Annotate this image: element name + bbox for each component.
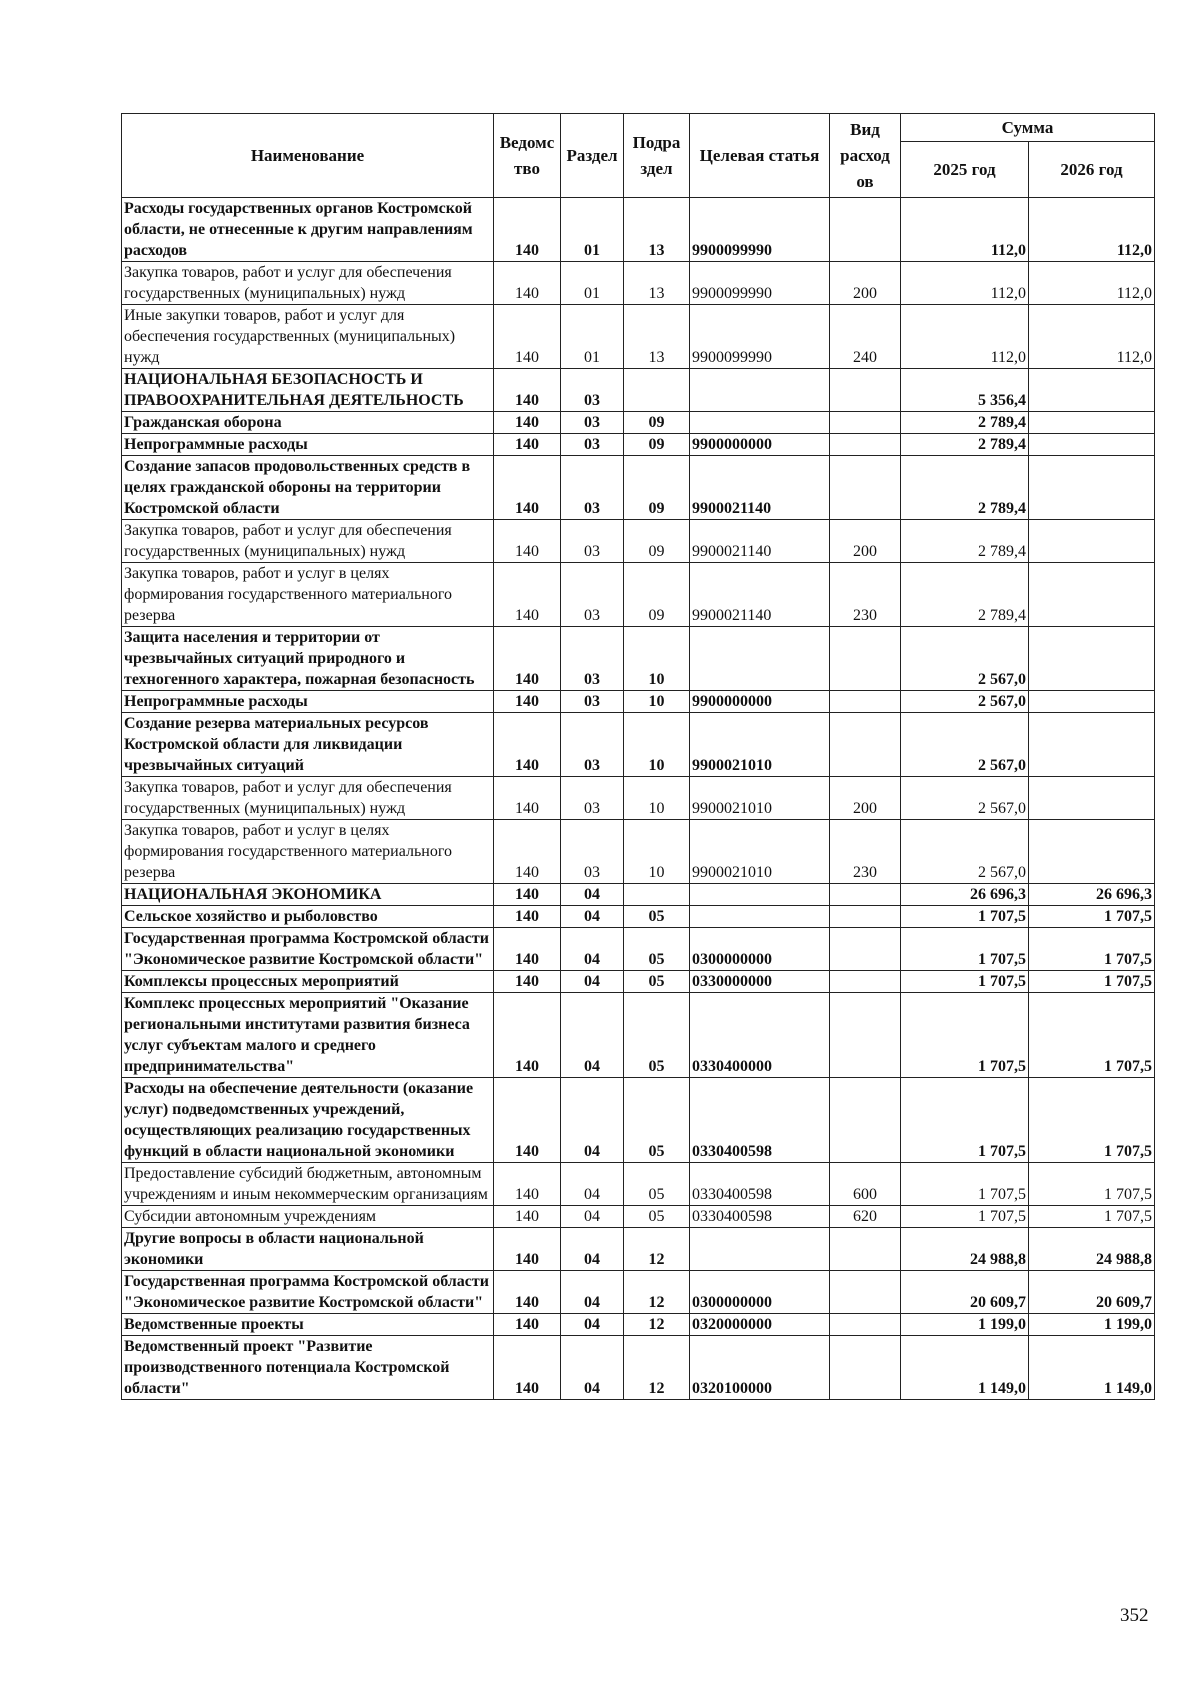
cell-dept: 140	[494, 198, 561, 262]
cell-y2026: 1 707,5	[1029, 993, 1155, 1078]
cell-y2025: 5 356,4	[901, 369, 1029, 412]
cell-subsection: 05	[624, 906, 690, 928]
cell-y2026: 1 707,5	[1029, 1206, 1155, 1228]
cell-exptype: 200	[830, 777, 901, 820]
cell-name: Защита населения и территории от чрезвычайных ситуаций природного и техногенного характера, пожарная безопасность	[122, 627, 494, 691]
cell-dept: 140	[494, 1314, 561, 1336]
table-row	[122, 713, 1155, 777]
table-row	[122, 884, 1155, 906]
cell-subsection: 10	[624, 627, 690, 691]
cell-dept: 140	[494, 412, 561, 434]
cell-exptype	[830, 928, 901, 971]
cell-article: 0320100000	[690, 1336, 830, 1400]
cell-dept: 140	[494, 1206, 561, 1228]
cell-exptype	[830, 713, 901, 777]
cell-y2025: 26 696,3	[901, 884, 1029, 906]
cell-name: Субсидии автономным учреждениям	[122, 1206, 494, 1228]
cell-article: 0330400598	[690, 1163, 830, 1206]
cell-section: 04	[561, 1314, 624, 1336]
cell-exptype	[830, 691, 901, 713]
cell-subsection: 10	[624, 713, 690, 777]
table-row	[122, 1336, 1155, 1400]
cell-article: 0330400000	[690, 993, 830, 1078]
cell-y2025: 1 707,5	[901, 1163, 1029, 1206]
table-row	[122, 262, 1155, 305]
cell-y2025: 2 567,0	[901, 820, 1029, 884]
cell-section: 03	[561, 713, 624, 777]
cell-article: 0330400598	[690, 1206, 830, 1228]
cell-exptype: 200	[830, 520, 901, 563]
cell-article: 9900000000	[690, 691, 830, 713]
cell-article: 0300000000	[690, 928, 830, 971]
cell-section: 01	[561, 198, 624, 262]
cell-y2026	[1029, 412, 1155, 434]
cell-y2026: 20 609,7	[1029, 1271, 1155, 1314]
table-row	[122, 1078, 1155, 1163]
cell-dept: 140	[494, 1163, 561, 1206]
cell-y2025: 2 789,4	[901, 563, 1029, 627]
table-row	[122, 412, 1155, 434]
cell-article	[690, 627, 830, 691]
cell-article: 0330400598	[690, 1078, 830, 1163]
cell-name: Предоставление субсидий бюджетным, автономным учреждениям и иным некоммерческим организациям	[122, 1163, 494, 1206]
cell-subsection	[624, 369, 690, 412]
cell-dept: 140	[494, 627, 561, 691]
cell-dept: 140	[494, 262, 561, 305]
cell-exptype	[830, 456, 901, 520]
header-article: Целевая статья	[690, 114, 830, 198]
cell-y2026: 1 707,5	[1029, 906, 1155, 928]
cell-y2026: 1 707,5	[1029, 1163, 1155, 1206]
cell-section: 04	[561, 928, 624, 971]
cell-article: 0330000000	[690, 971, 830, 993]
cell-name: Комплексы процессных мероприятий	[122, 971, 494, 993]
cell-dept: 140	[494, 456, 561, 520]
cell-y2025: 112,0	[901, 305, 1029, 369]
table-row	[122, 1228, 1155, 1271]
cell-name: Расходы на обеспечение деятельности (оказание услуг) подведомственных учреждений, осуществляющих реализацию государственных функций в области национальной экономики	[122, 1078, 494, 1163]
cell-subsection: 05	[624, 993, 690, 1078]
table-row	[122, 305, 1155, 369]
cell-subsection: 10	[624, 820, 690, 884]
cell-article: 9900021010	[690, 820, 830, 884]
cell-dept: 140	[494, 777, 561, 820]
cell-dept: 140	[494, 1078, 561, 1163]
cell-y2025: 2 789,4	[901, 434, 1029, 456]
cell-y2026	[1029, 563, 1155, 627]
cell-dept: 140	[494, 434, 561, 456]
cell-dept: 140	[494, 928, 561, 971]
cell-dept: 140	[494, 906, 561, 928]
cell-y2025: 24 988,8	[901, 1228, 1029, 1271]
cell-subsection	[624, 884, 690, 906]
cell-name: Другие вопросы в области национальной экономики	[122, 1228, 494, 1271]
cell-article: 9900099990	[690, 198, 830, 262]
cell-y2025: 2 789,4	[901, 456, 1029, 520]
cell-subsection: 12	[624, 1271, 690, 1314]
table-row	[122, 627, 1155, 691]
cell-y2025: 112,0	[901, 262, 1029, 305]
cell-y2026	[1029, 456, 1155, 520]
cell-exptype	[830, 906, 901, 928]
cell-y2026: 1 149,0	[1029, 1336, 1155, 1400]
cell-y2026	[1029, 520, 1155, 563]
cell-y2026: 1 707,5	[1029, 1078, 1155, 1163]
cell-name: Закупка товаров, работ и услуг для обеспечения государственных (муниципальных) нужд	[122, 520, 494, 563]
budget-table	[121, 113, 1155, 1400]
cell-name: Сельское хозяйство и рыболовство	[122, 906, 494, 928]
cell-exptype: 200	[830, 262, 901, 305]
table-row	[122, 369, 1155, 412]
cell-exptype	[830, 1228, 901, 1271]
table-row	[122, 928, 1155, 971]
cell-y2026: 1 199,0	[1029, 1314, 1155, 1336]
cell-exptype: 230	[830, 820, 901, 884]
cell-name: Закупка товаров, работ и услуг в целях формирования государственного материального резерва	[122, 820, 494, 884]
header-exptype: Вид расход ов	[830, 114, 901, 198]
cell-section: 01	[561, 305, 624, 369]
table-row	[122, 820, 1155, 884]
header-dept: Ведомс тво	[494, 114, 561, 198]
cell-y2026	[1029, 627, 1155, 691]
cell-exptype	[830, 1314, 901, 1336]
cell-name: Ведомственные проекты	[122, 1314, 494, 1336]
cell-section: 03	[561, 820, 624, 884]
cell-dept: 140	[494, 820, 561, 884]
cell-name: Создание резерва материальных ресурсов Костромской области для ликвидации чрезвычайных ситуаций	[122, 713, 494, 777]
cell-name: Комплекс процессных мероприятий "Оказание региональными институтами развития бизнеса услуг субъектам малого и среднего предпринимательства"	[122, 993, 494, 1078]
cell-y2026: 26 696,3	[1029, 884, 1155, 906]
cell-exptype	[830, 627, 901, 691]
cell-exptype	[830, 434, 901, 456]
table-row	[122, 198, 1155, 262]
cell-subsection: 10	[624, 777, 690, 820]
cell-article: 9900021010	[690, 713, 830, 777]
cell-section: 04	[561, 1336, 624, 1400]
header-subsection: Подра здел	[624, 114, 690, 198]
cell-exptype	[830, 369, 901, 412]
cell-subsection: 09	[624, 434, 690, 456]
cell-article: 9900099990	[690, 262, 830, 305]
cell-article: 0300000000	[690, 1271, 830, 1314]
cell-exptype	[830, 1336, 901, 1400]
cell-y2026	[1029, 691, 1155, 713]
header-2025: 2025 год	[901, 142, 1029, 198]
cell-dept: 140	[494, 1271, 561, 1314]
cell-dept: 140	[494, 884, 561, 906]
cell-section: 04	[561, 1206, 624, 1228]
cell-name: Непрограммные расходы	[122, 691, 494, 713]
header-sum: Сумма	[901, 114, 1155, 142]
cell-name: Непрограммные расходы	[122, 434, 494, 456]
cell-dept: 140	[494, 563, 561, 627]
cell-subsection: 12	[624, 1336, 690, 1400]
cell-exptype	[830, 884, 901, 906]
cell-article	[690, 369, 830, 412]
cell-exptype	[830, 993, 901, 1078]
cell-y2025: 2 789,4	[901, 520, 1029, 563]
cell-article: 0320000000	[690, 1314, 830, 1336]
cell-exptype	[830, 198, 901, 262]
cell-name: Государственная программа Костромской области "Экономическое развитие Костромской области"	[122, 1271, 494, 1314]
cell-y2026: 112,0	[1029, 198, 1155, 262]
cell-name: Иные закупки товаров, работ и услуг для обеспечения государственных (муниципальных) нужд	[122, 305, 494, 369]
cell-article	[690, 1228, 830, 1271]
cell-section: 04	[561, 884, 624, 906]
cell-section: 03	[561, 412, 624, 434]
cell-section: 04	[561, 971, 624, 993]
cell-subsection: 12	[624, 1314, 690, 1336]
table-row	[122, 434, 1155, 456]
cell-section: 01	[561, 262, 624, 305]
cell-article: 9900000000	[690, 434, 830, 456]
cell-article	[690, 884, 830, 906]
cell-name: Закупка товаров, работ и услуг в целях формирования государственного материального резерва	[122, 563, 494, 627]
cell-exptype	[830, 1271, 901, 1314]
cell-y2026: 1 707,5	[1029, 928, 1155, 971]
cell-section: 03	[561, 563, 624, 627]
cell-subsection: 05	[624, 1078, 690, 1163]
cell-subsection: 05	[624, 971, 690, 993]
cell-name: Гражданская оборона	[122, 412, 494, 434]
cell-y2025: 1 707,5	[901, 906, 1029, 928]
table-row	[122, 971, 1155, 993]
table-row	[122, 520, 1155, 563]
cell-y2025: 1 149,0	[901, 1336, 1029, 1400]
table-row	[122, 456, 1155, 520]
cell-section: 04	[561, 1271, 624, 1314]
header-section: Раздел	[561, 114, 624, 198]
cell-subsection: 05	[624, 1163, 690, 1206]
cell-y2025: 2 567,0	[901, 777, 1029, 820]
cell-exptype	[830, 971, 901, 993]
cell-y2025: 1 199,0	[901, 1314, 1029, 1336]
table-row	[122, 1314, 1155, 1336]
cell-article: 9900021140	[690, 520, 830, 563]
cell-y2025: 1 707,5	[901, 993, 1029, 1078]
cell-exptype	[830, 1078, 901, 1163]
cell-y2025: 2 567,0	[901, 627, 1029, 691]
cell-name: Закупка товаров, работ и услуг для обеспечения государственных (муниципальных) нужд	[122, 777, 494, 820]
cell-exptype	[830, 412, 901, 434]
cell-y2025: 1 707,5	[901, 1206, 1029, 1228]
cell-exptype: 600	[830, 1163, 901, 1206]
cell-y2025: 2 567,0	[901, 691, 1029, 713]
header-2026: 2026 год	[1029, 142, 1155, 198]
cell-y2026	[1029, 820, 1155, 884]
cell-y2026: 112,0	[1029, 305, 1155, 369]
cell-section: 03	[561, 434, 624, 456]
cell-section: 03	[561, 627, 624, 691]
cell-y2026: 24 988,8	[1029, 1228, 1155, 1271]
table-row	[122, 563, 1155, 627]
cell-exptype: 230	[830, 563, 901, 627]
cell-section: 03	[561, 520, 624, 563]
table-row	[122, 1206, 1155, 1228]
table-row	[122, 1163, 1155, 1206]
cell-y2025: 20 609,7	[901, 1271, 1029, 1314]
cell-section: 04	[561, 993, 624, 1078]
cell-article: 9900021140	[690, 456, 830, 520]
cell-section: 04	[561, 1078, 624, 1163]
page-number: 352	[1120, 1605, 1149, 1626]
cell-dept: 140	[494, 713, 561, 777]
cell-name: НАЦИОНАЛЬНАЯ БЕЗОПАСНОСТЬ И ПРАВООХРАНИТЕЛЬНАЯ ДЕЯТЕЛЬНОСТЬ	[122, 369, 494, 412]
cell-dept: 140	[494, 971, 561, 993]
cell-section: 03	[561, 369, 624, 412]
table-row	[122, 777, 1155, 820]
cell-section: 03	[561, 777, 624, 820]
cell-name: Закупка товаров, работ и услуг для обеспечения государственных (муниципальных) нужд	[122, 262, 494, 305]
table-body	[122, 198, 1155, 1400]
cell-exptype: 620	[830, 1206, 901, 1228]
cell-article: 9900021010	[690, 777, 830, 820]
cell-dept: 140	[494, 520, 561, 563]
cell-name: Расходы государственных органов Костромской области, не отнесенные к другим направлениям расходов	[122, 198, 494, 262]
cell-article: 9900021140	[690, 563, 830, 627]
cell-y2026	[1029, 369, 1155, 412]
cell-y2026	[1029, 434, 1155, 456]
cell-subsection: 10	[624, 691, 690, 713]
cell-name: Ведомственный проект "Развитие производственного потенциала Костромской области"	[122, 1336, 494, 1400]
cell-dept: 140	[494, 691, 561, 713]
cell-y2025: 112,0	[901, 198, 1029, 262]
cell-subsection: 05	[624, 1206, 690, 1228]
cell-dept: 140	[494, 1228, 561, 1271]
cell-article	[690, 412, 830, 434]
cell-dept: 140	[494, 993, 561, 1078]
table-header	[122, 114, 1155, 198]
cell-y2026: 1 707,5	[1029, 971, 1155, 993]
cell-dept: 140	[494, 369, 561, 412]
cell-name: Государственная программа Костромской области "Экономическое развитие Костромской области"	[122, 928, 494, 971]
cell-article: 9900099990	[690, 305, 830, 369]
cell-y2025: 2 567,0	[901, 713, 1029, 777]
cell-subsection: 13	[624, 305, 690, 369]
cell-section: 04	[561, 1163, 624, 1206]
header-name: Наименование	[122, 114, 494, 198]
cell-dept: 140	[494, 305, 561, 369]
cell-section: 04	[561, 906, 624, 928]
cell-article	[690, 906, 830, 928]
cell-exptype: 240	[830, 305, 901, 369]
cell-y2026	[1029, 713, 1155, 777]
cell-name: НАЦИОНАЛЬНАЯ ЭКОНОМИКА	[122, 884, 494, 906]
cell-subsection: 09	[624, 456, 690, 520]
cell-dept: 140	[494, 1336, 561, 1400]
cell-section: 03	[561, 691, 624, 713]
cell-subsection: 09	[624, 412, 690, 434]
cell-y2026	[1029, 777, 1155, 820]
cell-y2025: 2 789,4	[901, 412, 1029, 434]
cell-subsection: 05	[624, 928, 690, 971]
cell-section: 03	[561, 456, 624, 520]
cell-subsection: 09	[624, 563, 690, 627]
cell-y2025: 1 707,5	[901, 928, 1029, 971]
cell-subsection: 13	[624, 262, 690, 305]
table-row	[122, 691, 1155, 713]
cell-y2026: 112,0	[1029, 262, 1155, 305]
cell-subsection: 12	[624, 1228, 690, 1271]
table-row	[122, 993, 1155, 1078]
table-row	[122, 906, 1155, 928]
cell-name: Создание запасов продовольственных средств в целях гражданской обороны на территории Костромской области	[122, 456, 494, 520]
cell-y2025: 1 707,5	[901, 971, 1029, 993]
cell-subsection: 09	[624, 520, 690, 563]
cell-subsection: 13	[624, 198, 690, 262]
table-row	[122, 1271, 1155, 1314]
cell-y2025: 1 707,5	[901, 1078, 1029, 1163]
cell-section: 04	[561, 1228, 624, 1271]
